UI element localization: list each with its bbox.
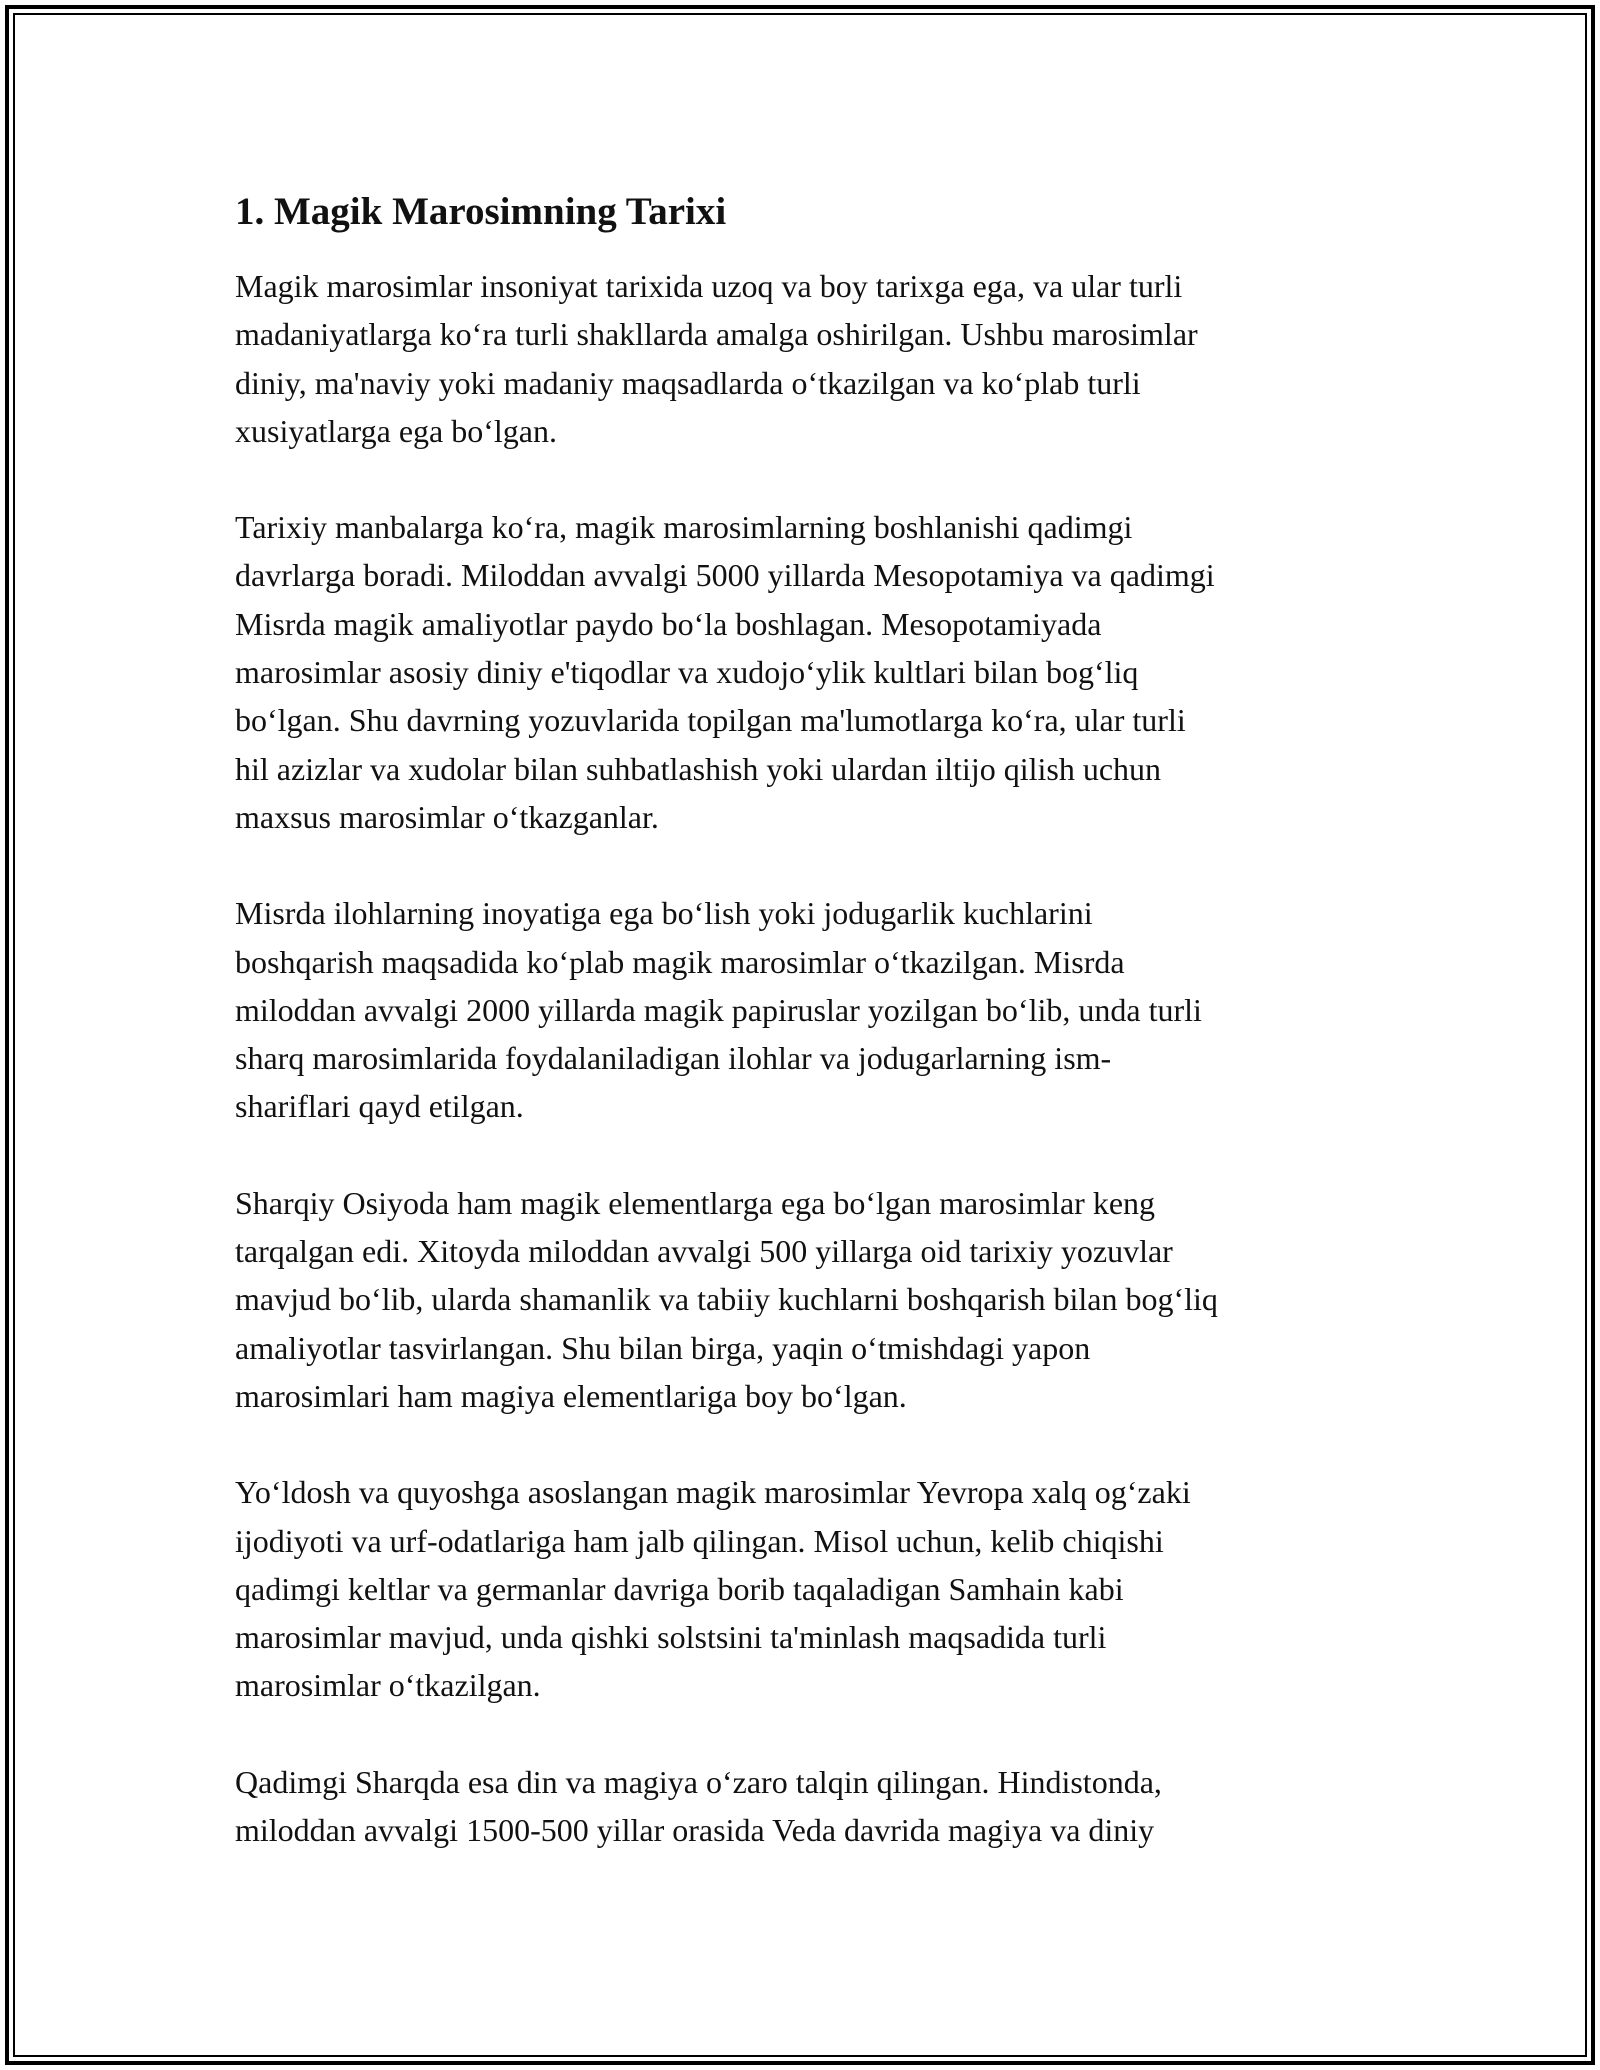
paragraph-line: marosimlar o‘tkazilgan. <box>235 1667 541 1704</box>
paragraph-list <box>235 262 1385 1854</box>
paragraph-line: Tarixiy manbalarga ko‘ra, magik marosimlarning boshlanishi qadimgi <box>235 509 1133 546</box>
paragraph-line: shariflari qayd etilgan. <box>235 1088 524 1125</box>
paragraph-line: madaniyatlarga ko‘ra turli shakllarda amalga oshirilgan. Ushbu marosimlar <box>235 316 1198 353</box>
paragraph-line: hil azizlar va xudolar bilan suhbatlashish yoki ulardan iltijo qilish uchun <box>235 750 1162 787</box>
paragraph-line: sharq marosimlarida foydalaniladigan ilohlar va jodugarlarning ism- <box>235 1040 1112 1077</box>
paragraph-line: Misrda magik amaliyotlar paydo bo‘la boshlagan. Mesopotamiyada <box>235 605 1102 642</box>
document-body <box>235 186 1385 1902</box>
paragraph-line: marosimlari ham magiya elementlariga boy bo‘lgan. <box>235 1377 907 1414</box>
paragraph <box>235 1468 1385 1709</box>
paragraph <box>235 889 1385 1130</box>
paragraph-line: marosimlar mavjud, unda qishki solstsini ta'minlash maqsadida turli <box>235 1619 1107 1656</box>
paragraph-line: amaliyotlar tasvirlangan. Shu bilan birga, yaqin o‘tmishdagi yapon <box>235 1329 1091 1366</box>
paragraph-line: maxsus marosimlar o‘tkazganlar. <box>235 798 659 835</box>
paragraph-line: Yo‘ldosh va quyoshga asoslangan magik marosimlar Yevropa xalq og‘zaki <box>235 1474 1191 1511</box>
paragraph-line: qadimgi keltlar va germanlar davriga borib taqaladigan Samhain kabi <box>235 1570 1124 1607</box>
paragraph-line: Magik marosimlar insoniyat tarixida uzoq va boy tarixga ega, va ular turli <box>235 268 1183 304</box>
paragraph <box>235 503 1385 841</box>
paragraph-line: Misrda ilohlarning inoyatiga ega bo‘lish yoki jodugarlik kuchlarini <box>235 895 1093 932</box>
paragraph-line: Sharqiy Osiyoda ham magik elementlarga ega bo‘lgan marosimlar keng <box>235 1184 1156 1221</box>
paragraph-line: diniy, ma'naviy yoki madaniy maqsadlarda o‘tkazilgan va ko‘plab turli <box>235 364 1141 401</box>
paragraph <box>235 262 1385 455</box>
paragraph-line: ijodiyoti va urf-odatlariga ham jalb qilingan. Misol uchun, kelib chiqishi <box>235 1522 1164 1559</box>
paragraph-line: boshqarish maqsadida ko‘plab magik marosimlar o‘tkazilgan. Misrda <box>235 943 1125 980</box>
paragraph-line: tarqalgan edi. Xitoyda miloddan avvalgi 500 yillarga oid tarixiy yozuvlar <box>235 1233 1173 1270</box>
paragraph-line: miloddan avvalgi 2000 yillarda magik papiruslar yozilgan bo‘lib, unda turli <box>235 991 1202 1028</box>
paragraph-line: bo‘lgan. Shu davrning yozuvlarida topilgan ma'lumotlarga ko‘ra, ular turli <box>235 702 1186 739</box>
section-heading: 1. Magik Marosimning Tarixi <box>235 190 727 233</box>
paragraph-line: davrlarga boradi. Miloddan avvalgi 5000 yillarda Mesopotamiya va qadimgi <box>235 557 1215 594</box>
paragraph <box>235 1179 1385 1420</box>
paragraph <box>235 1758 1385 1855</box>
paragraph-line: Qadimgi Sharqda esa din va magiya o‘zaro talqin qilingan. Hindistonda, <box>235 1763 1162 1800</box>
paragraph-line: mavjud bo‘lib, ularda shamanlik va tabiiy kuchlarni boshqarish bilan bog‘liq <box>235 1281 1218 1318</box>
paragraph-line: miloddan avvalgi 1500-500 yillar orasida Veda davrida magiya va diniy <box>235 1812 1155 1849</box>
paragraph-line: xusiyatlarga ega bo‘lgan. <box>235 412 557 449</box>
paragraph-line: marosimlar asosiy diniy e'tiqodlar va xudojo‘ylik kultlari bilan bog‘liq <box>235 654 1139 691</box>
